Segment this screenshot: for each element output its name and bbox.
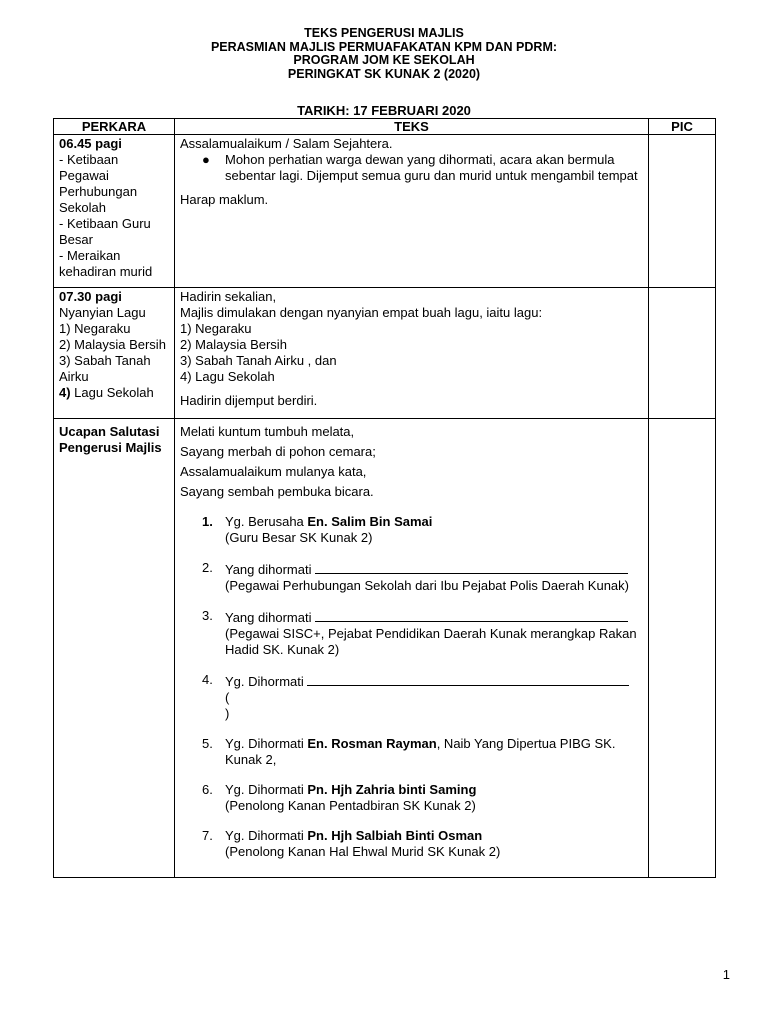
guest-role: ): [225, 706, 230, 721]
guest-title: Yang dihormati: [225, 562, 316, 577]
pic-cell: [649, 419, 716, 878]
time-label: 07.30 pagi: [59, 289, 122, 304]
header-level: PERINGKAT SK KUNAK 2 (2020): [287, 66, 481, 81]
song-item: 4) Lagu Sekolah: [180, 369, 275, 384]
pantun-block: [180, 420, 644, 500]
pic-cell: [649, 135, 716, 288]
list-item: [180, 514, 644, 546]
header-program: PROGRAM JOM KE SEKOLAH: [293, 53, 475, 67]
column-header-teks: TEKS: [175, 119, 649, 135]
song-item: 3) Sabah Tanah Airku , dan: [180, 353, 337, 368]
perkara-item: 2) Malaysia Bersih: [59, 337, 166, 352]
teks-cell: [175, 135, 649, 288]
guest-role: (Penolong Kanan Pentadbiran SK Kunak 2): [225, 798, 476, 813]
item-number: 7.: [202, 828, 213, 843]
teks-line: Majlis dimulakan dengan nyanyian empat buah lagu, iaitu lagu:: [180, 305, 543, 320]
item-text: Lagu Sekolah: [70, 385, 154, 400]
teks-cell: [175, 419, 649, 878]
list-item: [180, 736, 644, 768]
item-number: 4.: [202, 672, 213, 687]
teks-line: Hadirin sekalian,: [180, 289, 277, 304]
table-row: [54, 288, 716, 419]
page-number: 1: [722, 967, 730, 982]
perkara-item: 1) Negaraku: [59, 321, 131, 336]
perkara-cell: [54, 419, 175, 878]
perkara-cell: [54, 135, 175, 288]
guest-role: (Guru Besar SK Kunak 2): [225, 530, 373, 545]
greeting-text: Assalamualaikum / Salam Sejahtera.: [180, 136, 393, 151]
blank-line: [315, 560, 628, 574]
perkara-item: [59, 385, 170, 401]
item-number: 3.: [202, 608, 213, 623]
perkara-title: Nyanyian Lagu: [59, 305, 146, 320]
list-item: [180, 828, 644, 860]
column-header-pic: PIC: [649, 119, 716, 135]
bullet-text: Mohon perhatian warga dewan yang dihormati, acara akan bermula sebentar lagi. Dijemput semua guru dan murid untuk mengambil tempat: [225, 152, 638, 183]
guest-name: Pn. Hjh Zahria binti Saming: [307, 782, 477, 797]
document-header: [0, 27, 768, 81]
time-label: 06.45 pagi: [59, 136, 122, 151]
blank-line: [315, 608, 628, 622]
blank-line: [307, 672, 629, 686]
pantun-line: Melati kuntum tumbuh melata,: [180, 424, 355, 439]
guest-title: Yg. Dihormati: [225, 736, 308, 751]
item-number: 1.: [202, 514, 213, 529]
header-subtitle: PERASMIAN MAJLIS PERMUAFAKATAN KPM DAN PDRM:: [210, 39, 558, 54]
guest-title: Yg. Dihormati: [225, 782, 308, 797]
guest-name: En. Salim Bin Samai: [307, 514, 433, 529]
guest-role: (: [225, 690, 230, 705]
list-item: [180, 152, 644, 184]
guest-title: Yang dihormati: [225, 610, 316, 625]
table-header-row: [54, 119, 716, 135]
item-number: 6.: [202, 782, 213, 797]
teks-cell: [175, 288, 649, 419]
item-number: 5.: [202, 736, 213, 751]
closing-text: Hadirin dijemput berdiri.: [180, 393, 318, 408]
item-number: 2.: [202, 560, 213, 575]
closing-text: Harap maklum.: [180, 192, 269, 207]
pic-cell: [649, 288, 716, 419]
list-item: [180, 782, 644, 814]
perkara-item: 3) Sabah Tanah Airku: [59, 353, 151, 384]
table-row: [54, 419, 716, 878]
guest-list: [180, 514, 644, 860]
guest-title: Yg. Dihormati: [225, 828, 308, 843]
perkara-item: - Meraikan kehadiran murid: [59, 248, 153, 279]
list-item: [180, 672, 644, 722]
guest-name: En. Rosman Rayman: [307, 736, 437, 751]
program-table: [53, 118, 716, 878]
list-item: [180, 608, 644, 658]
document-date: TARIKH: 17 FEBRUARI 2020: [297, 103, 471, 118]
pantun-line: Sayang merbah di pohon cemara;: [180, 444, 376, 459]
pantun-line: Assalamualaikum mulanya kata,: [180, 464, 367, 479]
perkara-item: - Ketibaan Guru Besar: [59, 216, 151, 247]
guest-role: (Pegawai SISC+, Pejabat Pendidikan Daerah Kunak merangkap Rakan Hadid SK. Kunak 2): [225, 626, 637, 657]
item-number: 4): [59, 385, 71, 400]
pantun-line: Sayang sembah pembuka bicara.: [180, 484, 374, 499]
column-header-perkara: PERKARA: [54, 119, 175, 135]
guest-title: Yg. Dihormati: [225, 674, 308, 689]
perkara-cell: [54, 288, 175, 419]
header-title: TEKS PENGERUSI MAJLIS: [304, 26, 464, 40]
perkara-item: - Ketibaan Pegawai Perhubungan Sekolah: [59, 152, 138, 215]
song-item: 1) Negaraku: [180, 321, 252, 336]
guest-role: , Naib Yang Dipertua PIBG SK. Kunak 2,: [225, 736, 616, 767]
guest-role: (Pegawai Perhubungan Sekolah dari Ibu Pejabat Polis Daerah Kunak): [225, 578, 629, 593]
perkara-title: Ucapan Salutasi Pengerusi Majlis: [59, 424, 162, 455]
guest-title: Yg. Berusaha: [225, 514, 308, 529]
guest-role: (Penolong Kanan Hal Ehwal Murid SK Kunak 2): [225, 844, 501, 859]
bullet-icon: ●: [202, 152, 210, 167]
song-item: 2) Malaysia Bersih: [180, 337, 287, 352]
table-row: [54, 135, 716, 288]
list-item: [180, 560, 644, 594]
guest-name: Pn. Hjh Salbiah Binti Osman: [307, 828, 483, 843]
